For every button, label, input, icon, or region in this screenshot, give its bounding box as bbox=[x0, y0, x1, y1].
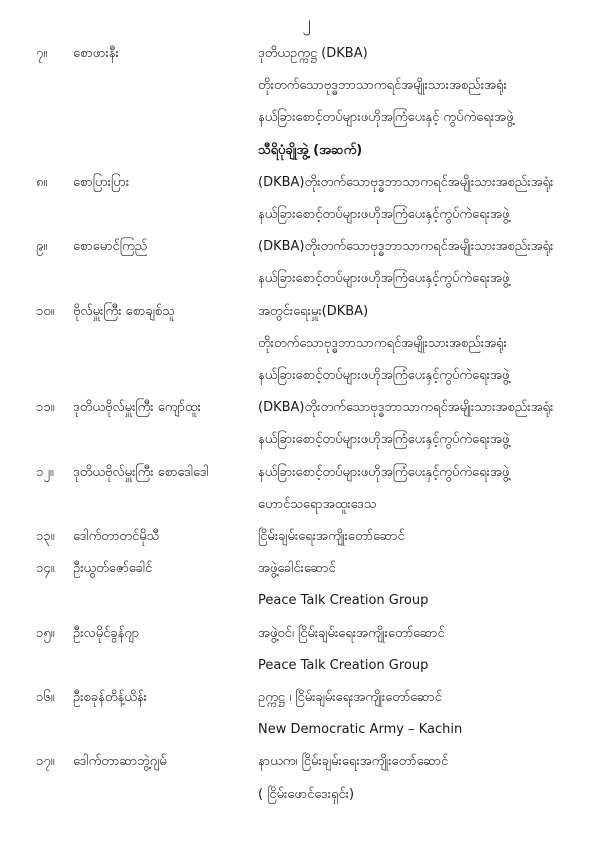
person-name: ဒေါက်တာတင်မိုသီ bbox=[73, 529, 160, 544]
item-number: ၁၁။ bbox=[36, 400, 55, 416]
list-item bbox=[0, 618, 613, 650]
organization-line: အတွင်းရေးမှူး(DKBA) bbox=[258, 303, 369, 319]
list-item bbox=[0, 746, 613, 778]
list-item bbox=[0, 682, 613, 714]
organization-line: နယ်ခြားစောင့်တပ်များဖဟိုအကြံပေးနှင့်ကွပ်ကဲရေးအဖွဲ့ bbox=[258, 432, 510, 448]
list-item bbox=[0, 231, 613, 263]
person-name: ဒုတိယဗိုလ်မှူးကြီး စောဒေါဒေါ bbox=[73, 464, 209, 480]
organization-line: နယ်ခြားစောင့်တပ်များဖဟိုအကြံပေးနှင့်ကွပ်ကဲရေးအဖွဲ့ bbox=[258, 207, 510, 222]
organization-line: Peace Talk Creation Group bbox=[258, 593, 429, 609]
organization-line: ဟောင်သရောအထူးဒေသ bbox=[258, 496, 377, 512]
list-item-continuation bbox=[0, 779, 613, 811]
organization-line: နယ်ခြားစောင့်တပ်များဖဟိုအကြံပေးနှင့်ကွပ်ကဲရေးအဖွဲ့ bbox=[258, 368, 510, 383]
list-item bbox=[0, 457, 613, 489]
item-number: ၁၀။ bbox=[36, 303, 55, 319]
organization-line: တိုးတက်သောဗုဒ္ဓဘာသာကရင်အမျိုးသားအစည်းအရုံး bbox=[258, 335, 507, 351]
list-item-continuation bbox=[0, 585, 613, 617]
item-number: ၁၄။ bbox=[36, 561, 55, 577]
organization-line: နယ်ခြားစောင့်တပ်များဖဟိုအကြံပေးနှင့်ကွပ်ကဲရေးအဖွဲ့ bbox=[258, 271, 510, 287]
organization-line: အဖွဲ့ဝင်၊ ငြိမ်းချမ်းရေးအကျိုးတော်ဆောင် bbox=[258, 625, 445, 641]
person-name: စောဖားနီး bbox=[73, 46, 119, 61]
organization-line: နယ်ခြားစောင့်တပ်များဖဟိုအကြံပေးနှင့် ကွပ်ကဲရေးအဖွဲ့ bbox=[258, 110, 514, 126]
organization-line: ဒုတိယဥက္ကဋ္ဌ (DKBA) bbox=[258, 46, 368, 61]
person-name: ဗိုလ်မှူးကြီး စောချစ်သူ bbox=[73, 303, 175, 319]
item-number: ၈။ bbox=[36, 174, 48, 190]
item-number: ၁၅။ bbox=[36, 625, 55, 641]
page-number: ၂ bbox=[302, 13, 311, 33]
item-number: ၁၆။ bbox=[36, 690, 55, 705]
organization-line: နယ်ခြားစောင့်တပ်များဖဟိုအကြံပေးနှင့်ကွပ်ကဲရေးအဖွဲ့ bbox=[258, 464, 510, 480]
list-item bbox=[0, 392, 613, 424]
organization-line: နာယက၊ ငြိမ်းချမ်းရေးအကျိုးတော်ဆောင် bbox=[258, 754, 449, 770]
list-item-continuation bbox=[0, 135, 613, 167]
organization-line: (DKBA)တိုးတက်သောဗုဒ္ဓဘာသာကရင်အမျိုးသားအစည်းအရုံး bbox=[258, 174, 554, 190]
list-item-continuation bbox=[0, 70, 613, 102]
organization-line: တိုးတက်သောဗုဒ္ဓဘာသာကရင်အမျိုးသားအစည်းအရုံး bbox=[258, 78, 507, 94]
list-item-continuation bbox=[0, 199, 613, 231]
organization-line: သီရိပုံချိုအွဲ့ (အဆက်) bbox=[258, 142, 363, 158]
item-number: ၁၂။ bbox=[36, 464, 54, 480]
organization-line: ဥက္ကဋ္ဌ ၊ ငြိမ်းချမ်းရေးအကျိုးတော်ဆောင် bbox=[258, 690, 442, 705]
item-number: ၁၇။ bbox=[36, 754, 55, 770]
person-name: ဦးယွတ်ဇော်ခေါင် bbox=[73, 561, 153, 577]
organization-line: ( ငြိမ်းဖောင်ဒေးရှင်း) bbox=[258, 786, 355, 802]
list-item-continuation bbox=[0, 489, 613, 521]
list-item-continuation bbox=[0, 424, 613, 456]
list-item-continuation bbox=[0, 102, 613, 134]
organization-line: (DKBA)တိုးတက်သောဗုဒ္ဓဘာသာကရင်အမျိုးသားအစည်းအရုံး bbox=[258, 239, 554, 255]
organization-line: (DKBA)တိုးတက်သောဗုဒ္ဓဘာသာကရင်အမျိုးသားအစည်းအရုံး bbox=[258, 400, 554, 416]
list-item-continuation bbox=[0, 263, 613, 295]
organization-line: အဖွဲ့ခေါင်းဆောင် bbox=[258, 561, 336, 577]
person-name: စောမောင်ကြည် bbox=[73, 239, 148, 255]
organization-line: New Democratic Army – Kachin bbox=[258, 722, 463, 738]
list-item bbox=[0, 553, 613, 585]
person-name: စောပြားပြား bbox=[73, 174, 130, 190]
list-item bbox=[0, 38, 613, 70]
list-item-continuation bbox=[0, 650, 613, 682]
item-number: ၉။ bbox=[36, 239, 48, 255]
organization-line: ငြိမ်းချမ်းရေးအကျိုးတော်ဆောင် bbox=[258, 529, 405, 544]
list-item bbox=[0, 521, 613, 553]
list-item bbox=[0, 296, 613, 328]
list-item bbox=[0, 167, 613, 199]
person-name: ဒေါက်တာဆာဘွဲ့ဂျမ် bbox=[73, 754, 167, 770]
person-name: ဦးစခုန်တိန့်ယိန်း bbox=[73, 690, 147, 705]
list-item-continuation bbox=[0, 328, 613, 360]
organization-line: Peace Talk Creation Group bbox=[258, 657, 429, 673]
item-number: ၇။ bbox=[36, 46, 48, 61]
person-name: ဦးလမိုင်ခွန်ဂျာ bbox=[73, 625, 140, 641]
person-name: ဒုတိယဗိုလ်မှူးကြီး ကျော်ထူး bbox=[73, 400, 201, 416]
list-item-continuation bbox=[0, 714, 613, 746]
list-item-continuation bbox=[0, 360, 613, 392]
item-number: ၁၃။ bbox=[36, 529, 55, 544]
